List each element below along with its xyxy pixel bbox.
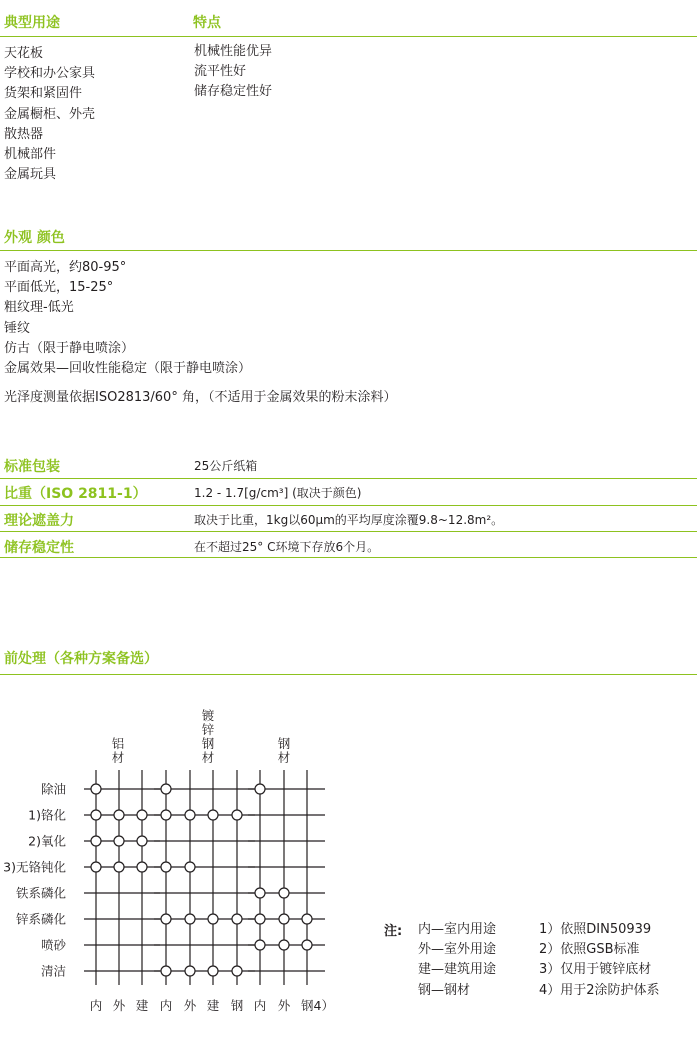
matrix-dot [91,810,101,820]
group-title: 材 [111,750,125,765]
spec-value-coverage: 取决于比重，1kg以60μm的平均厚度涂覆9.8~12.8m²。 [194,513,504,527]
matrix-dot [208,914,218,924]
note-item: 内—室内用途 [418,922,497,937]
spec-divider [0,557,697,558]
matrix-dot [185,862,195,872]
spec-divider [0,505,697,506]
column-label: 外 [112,998,126,1013]
usage-divider [0,36,697,37]
note-item: 建—建筑用途 [418,962,497,978]
appearance-item: 平面高光，约80-95° [4,260,127,275]
note-item: 钢—钢材 [418,982,471,998]
group-title: 材 [277,750,291,765]
matrix-dot [232,966,242,976]
appearance-divider [0,250,697,251]
matrix-dot [232,914,242,924]
appearance-item: 平面低光，15-25° [4,280,114,296]
pretreatment-matrix [0,700,360,1030]
row-label: 喷砂 [40,937,66,953]
note-item: 外—室外用途 [418,942,497,958]
usage-list [4,44,95,185]
usage-item: 机械部件 [4,147,57,163]
spec-label-coverage: 理论遮盖力 [4,513,74,529]
feature-item: 流平性好 [194,64,247,80]
column-label: 内 [159,998,173,1013]
column-label: 外 [277,998,291,1013]
matrix-dot [232,810,242,820]
matrix-dot [208,966,218,976]
matrix-dot [279,940,289,950]
matrix-dot [114,836,124,846]
note-item: 3）仅用于镀锌底材 [539,962,652,978]
appearance-item: 粗纹理-低光 [4,300,74,316]
matrix-dot [161,784,171,794]
gloss-note: 光泽度测量依据ISO2813/60° 角，（不适用于金属效果的粉末涂料） [4,390,397,405]
column-label: 外 [183,998,197,1013]
row-label: 除油 [40,781,66,797]
note-item: 2）依照GSB标准 [539,942,640,958]
notes-label: 注: [384,924,403,939]
matrix-dot [255,888,265,898]
column-label: 建 [206,998,220,1013]
row-label: 3)无铬钝化 [3,859,66,875]
usage-item: 金属橱柜、外壳 [4,106,96,122]
spec-value-storage: 在不超过25° C环境下存放6个月。 [194,540,380,554]
row-label: 1)铬化 [28,807,66,823]
group-title: 镀 [201,708,215,723]
matrix-dot [137,836,147,846]
matrix-dot [91,836,101,846]
notes-right [539,920,660,1001]
row-label: 清洁 [40,963,66,979]
column-label: 内 [253,998,267,1013]
appearance-item: 仿古（限于静电喷涂） [4,340,135,356]
group-title: 钢 [277,736,291,751]
column-label: 钢4） [301,998,334,1013]
appearance-item: 锤纹 [4,320,31,336]
group-title: 钢 [201,736,215,751]
row-label: 铁系磷化 [15,885,66,901]
spec-label-storage: 储存稳定性 [4,540,74,556]
spec-divider [0,478,697,479]
matrix-dot [185,966,195,976]
matrix-dot [279,888,289,898]
matrix-dot [185,810,195,820]
matrix-dot [91,784,101,794]
group-title: 材 [201,750,215,765]
row-label: 2)氧化 [28,833,66,849]
note-item: 1）依照DIN50939 [539,922,652,937]
spec-value-packaging: 25公斤纸箱 [194,459,258,473]
usage-item: 天花板 [4,46,44,61]
row-label: 锌系磷化 [15,911,66,927]
matrix-dot [302,914,312,924]
usage-item: 金属玩具 [4,167,57,183]
notes-left [418,920,496,1001]
usage-item: 货架和紧固件 [4,86,83,102]
feature-item: 机械性能优异 [194,44,273,59]
appearance-list [4,258,251,379]
usage-heading: 典型用途 [4,15,60,31]
matrix-dot [255,914,265,924]
matrix-dot [137,862,147,872]
matrix-dot [161,914,171,924]
spec-divider [0,531,697,532]
matrix-dot [279,914,289,924]
matrix-dot [161,810,171,820]
pretreatment-divider [0,674,697,675]
matrix-dot [137,810,147,820]
matrix-dot [91,862,101,872]
features-list [194,42,272,103]
matrix-dot [208,810,218,820]
group-title: 锌 [201,722,215,737]
column-label: 建 [135,998,149,1013]
spec-label-density: 比重（ISO 2811-1） [4,486,147,502]
spec-label-packaging: 标准包装 [4,459,60,475]
matrix-dot [161,862,171,872]
matrix-dot [255,940,265,950]
appearance-heading: 外观 颜色 [4,230,65,246]
note-item: 4）用于2涂防护体系 [539,982,660,998]
feature-item: 储存稳定性好 [194,84,273,100]
column-label: 钢 [230,998,244,1013]
matrix-dot [185,914,195,924]
pretreatment-heading: 前处理（各种方案备选） [4,651,158,667]
usage-item: 学校和办公家具 [4,66,96,82]
matrix-dot [161,966,171,976]
features-heading: 特点 [193,15,221,31]
group-title: 铝 [111,736,125,751]
usage-item: 散热器 [4,126,44,142]
matrix-dot [114,810,124,820]
column-label: 内 [89,998,103,1013]
matrix-dot [255,784,265,794]
spec-value-density: 1.2 - 1.7[g/cm³] (取决于颜色) [194,486,362,500]
matrix-dot [114,862,124,872]
matrix-dot [302,940,312,950]
appearance-item: 金属效果—回收性能稳定（限于静电喷涂） [4,361,252,377]
